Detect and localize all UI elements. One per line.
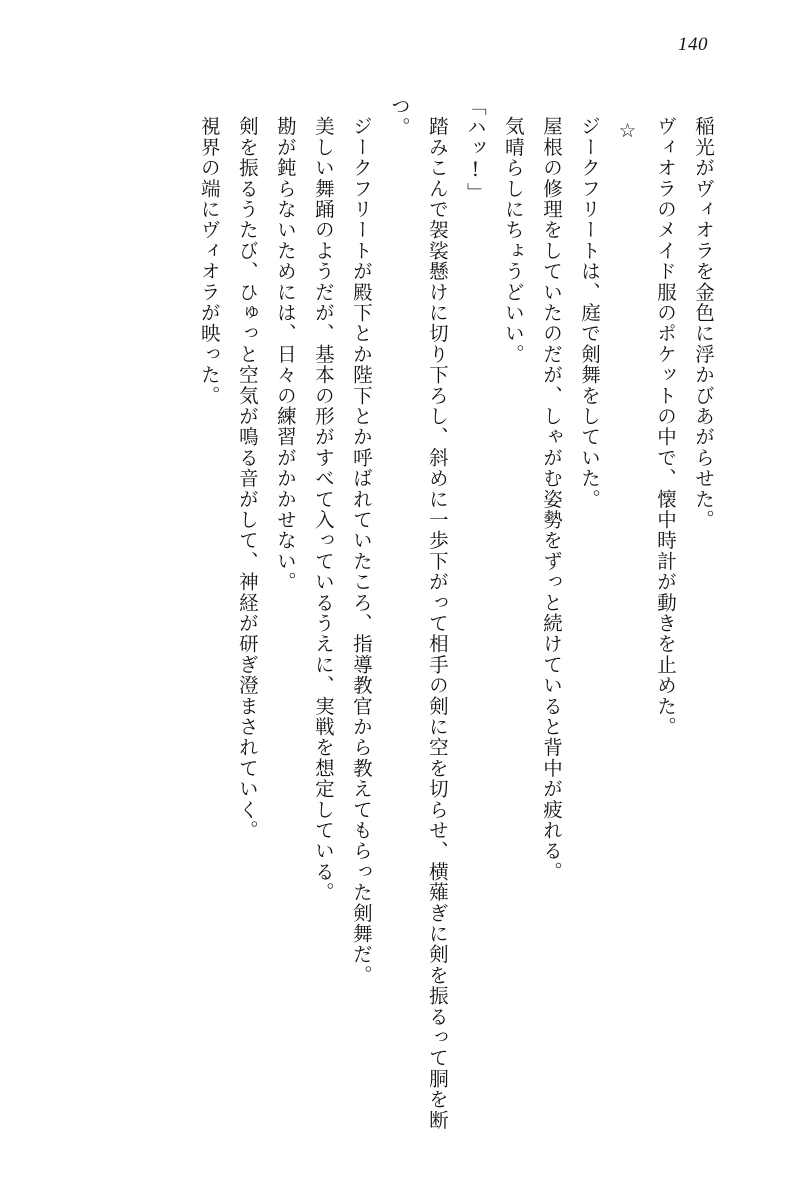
paragraph: 稲光がヴィオラを金色に浮かびあがらせた。 bbox=[692, 115, 715, 530]
paragraph: 美しい舞踊のようだが、基本の形がすべて入っているうえに、実戦を想定している。 bbox=[311, 115, 335, 903]
paragraph: 剣を振るうたび、ひゅっと空気が鳴る音がして、神経が研ぎ澄まされていく。 bbox=[235, 115, 259, 840]
paragraph: ジークフリートが殿下とか陛下とか呼ばれていたころ、指導教官から教えてもらった剣舞だ。 bbox=[349, 115, 373, 985]
paragraph: 勘が鈍らないためには、日々の練習がかかせない。 bbox=[273, 115, 297, 592]
page-body-text bbox=[62, 96, 722, 1156]
section-separator: ☆ bbox=[615, 119, 639, 144]
page-number: 140 bbox=[678, 34, 708, 55]
paragraph: ジークフリートは、庭で剣舞をしていた。 bbox=[577, 115, 601, 509]
paragraph: 踏みこんで袈裟懸けに切り下ろし、斜めに一歩下がって相手の剣に空を切らせ、横薙ぎに剣を振るって胴を断つ。 bbox=[387, 96, 449, 1130]
paragraph: 気晴らしにちょうどいい。 bbox=[501, 115, 525, 364]
paragraph: 「ハッ!」 bbox=[463, 96, 487, 203]
paragraph: 屋根の修理をしていたのだが、しゃがむ姿勢をずっと続けていると背中が疲れる。 bbox=[539, 115, 563, 882]
paragraph: 視界の端にヴィオラが映った。 bbox=[197, 115, 221, 406]
paragraph: ヴィオラのメイド服のポケットの中で、懐中時計が動きを止めた。 bbox=[653, 115, 677, 737]
